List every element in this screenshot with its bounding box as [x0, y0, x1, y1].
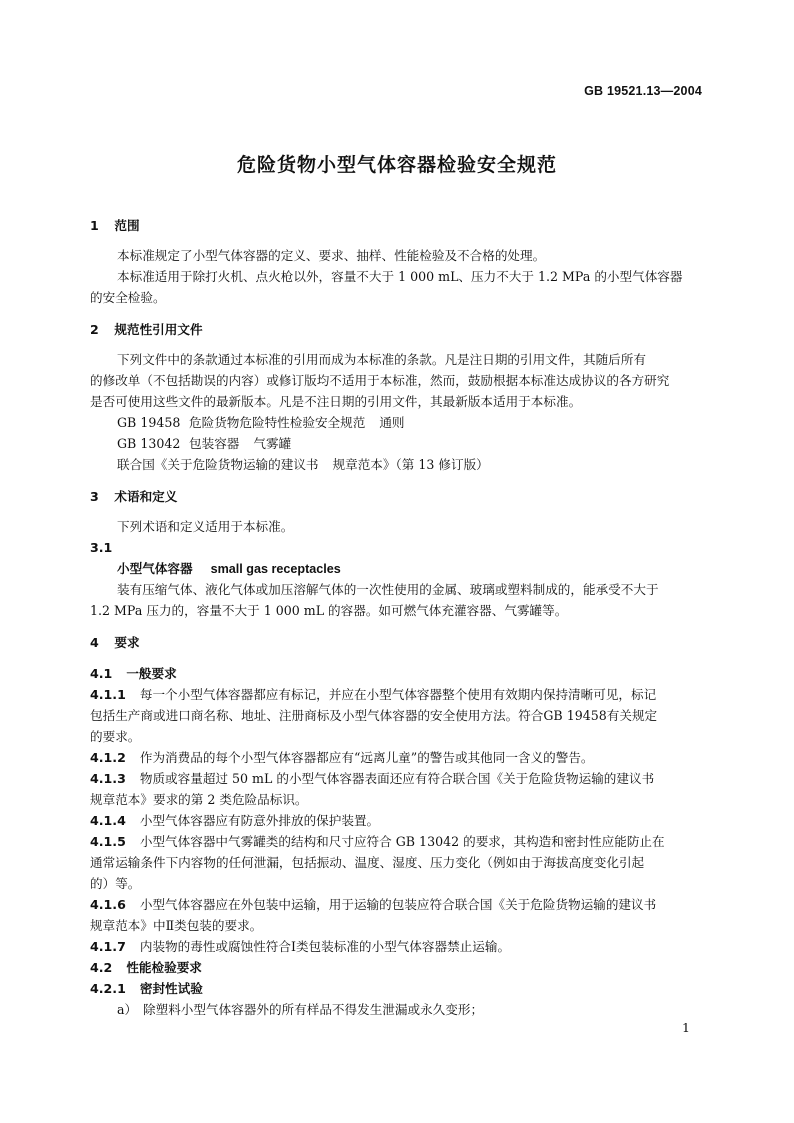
- section-title: 术语和定义: [114, 489, 178, 504]
- paragraph: 的要求。: [90, 729, 141, 744]
- page-number: 1: [682, 1020, 690, 1035]
- reference-suffix: 规章范本》（第 13 修订版）: [332, 457, 489, 472]
- clause: [90, 895, 656, 915]
- paragraph: 通常运输条件下内容物的任何泄漏，包括振动、温度、湿度、压力变化（例如由于海拔高度变化引起: [90, 855, 645, 870]
- paragraph: 包括生产商或进口商名称、地址、注册商标及小型气体容器的安全使用方法。符合GB 19458有关规定: [90, 708, 658, 723]
- section-heading-3: [90, 487, 177, 507]
- section-number: 4: [90, 635, 99, 650]
- clause: [90, 748, 594, 768]
- subsection-number: 4.2: [90, 960, 113, 975]
- term-entry: [117, 559, 341, 579]
- section-heading-2: [90, 320, 203, 340]
- subsection-heading: [90, 979, 203, 999]
- subsection-heading: [90, 958, 202, 978]
- section-heading-1: [90, 216, 140, 236]
- term-chinese: 小型气体容器: [117, 561, 193, 576]
- reference-title: 包装容器: [189, 436, 240, 451]
- standard-code: GB 19521.13—2004: [584, 84, 702, 98]
- clause: [90, 769, 654, 789]
- clause-number: 4.1.7: [90, 939, 126, 954]
- paragraph: 规章范本》要求的第 2 类危险品标识。: [90, 792, 308, 807]
- clause-number: 4.1.4: [90, 813, 126, 828]
- section-title: 要求: [114, 635, 140, 650]
- subsection-number: 3.1: [90, 540, 113, 555]
- paragraph: 本标准规定了小型气体容器的定义、要求、抽样、性能检验及不合格的处理。: [117, 248, 546, 263]
- paragraph: 装有压缩气体、液化气体或加压溶解气体的一次性使用的金属、玻璃或塑料制成的，能承受不大于: [117, 582, 659, 597]
- clause-text: 内装物的毒性或腐蚀性符合Ⅰ类包装标准的小型气体容器禁止运输。: [139, 939, 511, 954]
- clause-number: 4.1.6: [90, 897, 126, 912]
- clause: [90, 685, 656, 705]
- paragraph: 1.2 MPa 压力的，容量不大于 1 000 mL 的容器。如可燃气体充灌容器、气雾罐等。: [90, 603, 568, 618]
- reference-item: [117, 455, 489, 475]
- subsection-heading: [90, 664, 177, 684]
- reference-code: GB 13042: [117, 436, 181, 451]
- paragraph: 的）等。: [90, 876, 141, 891]
- clause-number: 4.1.2: [90, 750, 126, 765]
- clause-text: 每一个小型气体容器都应有标记，并应在小型气体容器整个使用有效期内保持清晰可见，标记: [139, 687, 657, 702]
- reference-suffix: 气雾罐: [253, 436, 292, 451]
- clause: [90, 937, 510, 957]
- section-number: 3: [90, 489, 99, 504]
- subsection-title: 密封性试验: [139, 981, 203, 996]
- clause-number: 4.1.3: [90, 771, 126, 786]
- paragraph: 的安全检验。: [90, 290, 166, 305]
- section-title: 规范性引用文件: [114, 322, 203, 337]
- subsection-title: 性能检验要求: [126, 960, 202, 975]
- subsection-number: 4.2.1: [90, 981, 126, 996]
- clause-number: 4.1.5: [90, 834, 126, 849]
- section-title: 范围: [114, 218, 140, 233]
- paragraph: 是否可使用这些文件的最新版本。凡是不注日期的引用文件，其最新版本适用于本标准。: [90, 394, 582, 409]
- paragraph: 本标准适用于除打火机、点火枪以外，容量不大于 1 000 mL、压力不大于 1.2 MPa 的小型气体容器: [117, 269, 683, 284]
- clause-text: 作为消费品的每个小型气体容器都应有“远离儿童”的警告或其他同一含义的警告。: [139, 750, 594, 765]
- clause-number: 4.1.1: [90, 687, 126, 702]
- page-title: 危险货物小型气体容器检验安全规范: [236, 154, 557, 176]
- clause: [90, 811, 379, 831]
- term-english: small gas receptacles: [210, 562, 341, 576]
- list-item-label: a）: [117, 1002, 138, 1017]
- paragraph: 规章范本》中Ⅱ类包装的要求。: [90, 918, 263, 933]
- paragraph: 下列术语和定义适用于本标准。: [117, 519, 294, 534]
- reference-title: 危险货物危险特性检验安全规范: [189, 415, 366, 430]
- list-item-text: 除塑料小型气体容器外的所有样品不得发生泄漏或永久变形；: [143, 1002, 484, 1017]
- clause-text: 物质或容量超过 50 mL 的小型气体容器表面还应有符合联合国《关于危险货物运输的建议书: [139, 771, 655, 786]
- clause-text: 小型气体容器中气雾罐类的结构和尺寸应符合 GB 13042 的要求，其构造和密封性应能防止在: [139, 834, 665, 849]
- section-heading-4: [90, 633, 140, 653]
- clause-text: 小型气体容器应有防意外排放的保护装置。: [139, 813, 380, 828]
- list-item: [117, 1000, 483, 1020]
- reference-item: [117, 434, 291, 454]
- clause: [90, 832, 665, 852]
- reference-suffix: 通则: [379, 415, 405, 430]
- section-number: 1: [90, 218, 99, 233]
- paragraph: 的修改单（不包括勘误的内容）或修订版均不适用于本标准，然而，鼓励根据本标准达成协议的各方研究: [90, 373, 670, 388]
- paragraph: 下列文件中的条款通过本标准的引用而成为本标准的条款。凡是注日期的引用文件，其随后所有: [117, 352, 646, 367]
- clause-text: 小型气体容器应在外包装中运输，用于运输的包装应符合联合国《关于危险货物运输的建议书: [139, 897, 657, 912]
- reference-title: 联合国《关于危险货物运输的建议书: [117, 457, 319, 472]
- subsection-title: 一般要求: [126, 666, 177, 681]
- reference-item: [117, 413, 405, 433]
- reference-code: GB 19458: [117, 415, 181, 430]
- subsection-number: 4.1: [90, 666, 113, 681]
- section-number: 2: [90, 322, 99, 337]
